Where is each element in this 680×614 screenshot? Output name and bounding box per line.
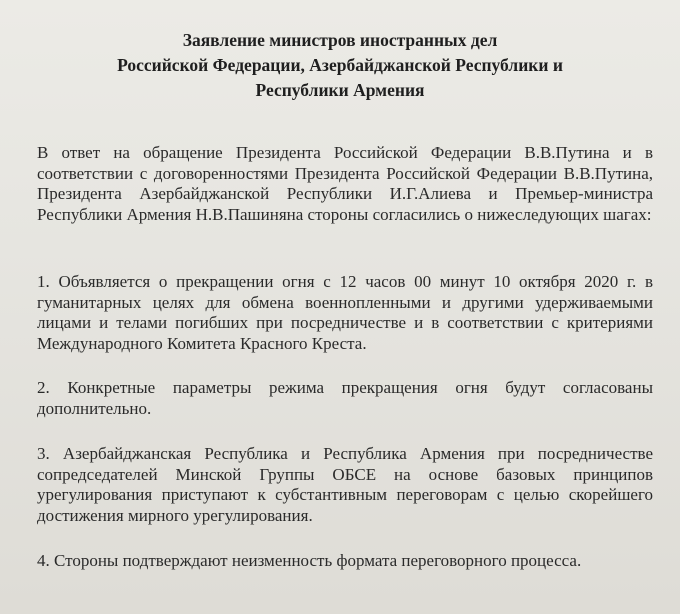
- title-line-3: Республики Армения: [255, 80, 425, 100]
- title-line-1: Заявление министров иностранных дел: [182, 30, 498, 50]
- point-2-paragraph: 2. Конкретные параметры режима прекращения огня будут согласованы дополнительно.: [37, 378, 653, 418]
- point-1-paragraph: 1. Объявляется о прекращении огня с 12 часов 00 минут 10 октября 2020 г. в гуманитарных целях для обмена военнопленными и другими удерживаемыми лицами и телами погибших при посредничестве и в соответствии с критериями Международного Комитета Красного Креста.: [37, 272, 653, 353]
- intro-paragraph: В ответ на обращение Президента Российской Федерации В.В.Путина и в соответствии с договоренностями Президента Российской Федерации В.В.Путина, Президента Азербайджанской Республики И.Г.Алиева и Премьер-министра Республики Армения Н.В.Пашиняна стороны согласились о нижеследующих шагах:: [37, 143, 653, 224]
- point-3-paragraph: 3. Азербайджанская Республика и Республика Армения при посредничестве сопредседателей Минской Группы ОБСЕ на основе базовых принципов урегулирования приступают к субстантивным переговорам с целью скорейшего достижения мирного урегулирования.: [37, 444, 653, 525]
- point-4-paragraph: 4. Стороны подтверждают неизменность формата переговорного процесса.: [37, 551, 582, 570]
- title-line-2: Российской Федерации, Азербайджанской Республики и: [117, 55, 563, 75]
- document-title: [0, 28, 680, 103]
